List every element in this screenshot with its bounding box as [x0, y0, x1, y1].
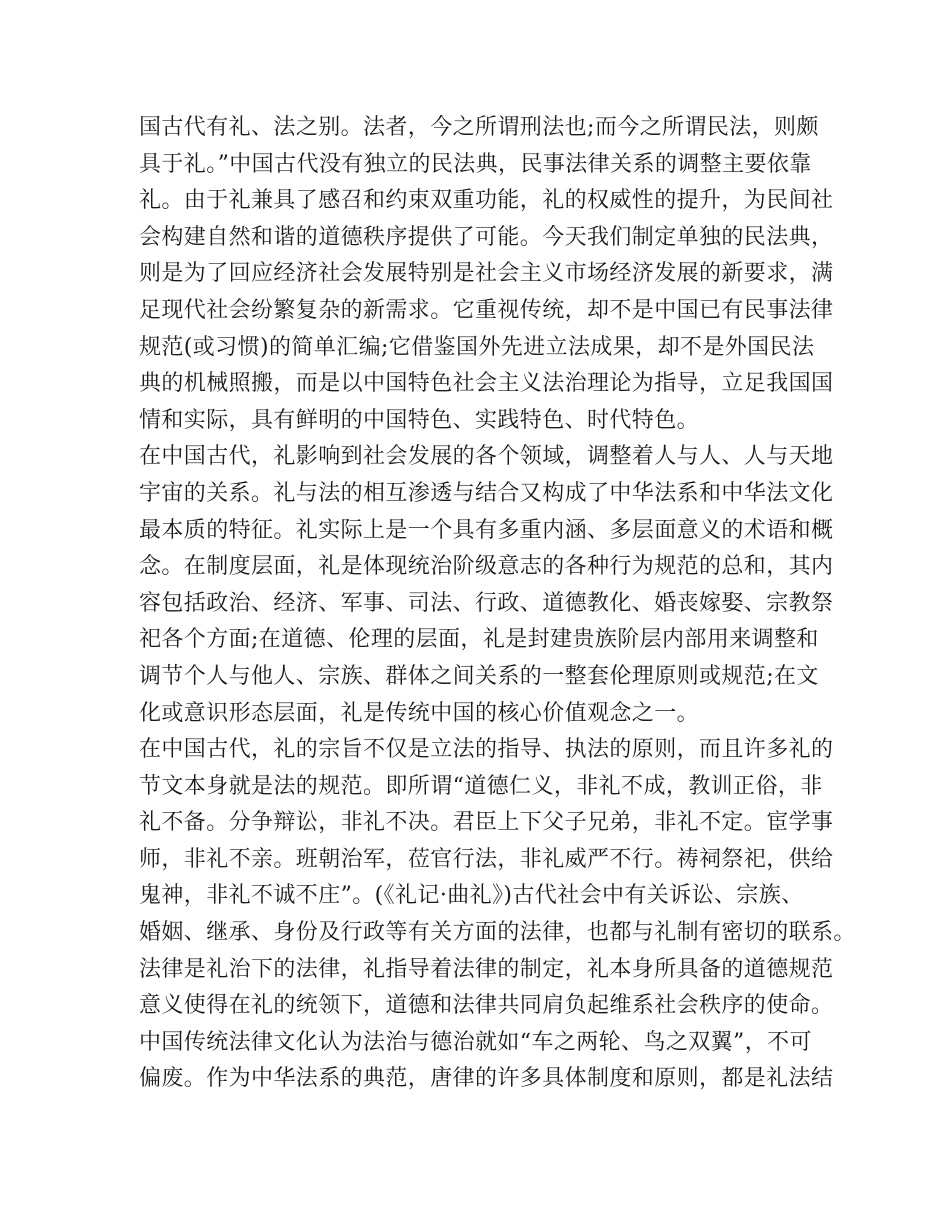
text-line: 典的机械照搬，而是以中国特色社会主义法治理论为指导，立足我国国: [139, 371, 834, 397]
text-line: 足现代社会纷繁复杂的新需求。它重视传统，却不是中国已有民事法律: [139, 297, 834, 323]
text-line: 具于礼。”中国古代没有独立的民法典，民事法律关系的调整主要依靠: [139, 151, 812, 177]
text-line: 调节个人与他人、宗族、群体之间关系的一整套伦理原则或规范;在文: [139, 663, 819, 689]
text-line: 礼。由于礼兼具了感召和约束双重功能，礼的权威性的提升，为民间社: [139, 188, 834, 214]
text-line: 法律是礼治下的法律，礼指导着法律的制定，礼本身所具备的道德规范: [139, 956, 834, 982]
document-body-text: [139, 110, 856, 1098]
text-line: 祀各个方面;在道德、伦理的层面，礼是封建贵族阶层内部用来调整和: [139, 627, 819, 653]
text-line: 在中国古代，礼的宗旨不仅是立法的指导、执法的原则，而且许多礼的: [139, 737, 834, 763]
text-line: 国古代有礼、法之别。法者，今之所谓刑法也;而今之所谓民法，则颇: [139, 115, 819, 140]
text-line: 节文本身就是法的规范。即所谓“道德仁义，非礼不成，教训正俗，非: [139, 773, 823, 799]
text-line: 会构建自然和谐的道德秩序提供了可能。今天我们制定单独的民法典，: [139, 224, 834, 250]
text-line: 婚姻、继承、身份及行政等有关方面的法律，也都与礼制有密切的联系。: [139, 920, 856, 946]
text-line: 最本质的特征。礼实际上是一个具有多重内涵、多层面意义的术语和概: [139, 517, 834, 543]
text-line: 偏废。作为中华法系的典范，唐律的许多具体制度和原则，都是礼法结: [139, 1066, 834, 1092]
text-line: 礼不备。分争辩讼，非礼不决。君臣上下父子兄弟，非礼不定。宦学事: [139, 810, 834, 836]
text-line: 中国传统法律文化认为法治与德治就如“车之两轮、鸟之双翼”，不可: [139, 1029, 812, 1055]
text-line: 师，非礼不亲。班朝治军，莅官行法，非礼威严不行。祷祠祭祀，供给: [139, 846, 834, 872]
text-line: 则是为了回应经济社会发展特别是社会主义市场经济发展的新要求，满: [139, 261, 834, 287]
text-line: 情和实际，具有鲜明的中国特色、实践特色、时代特色。: [139, 407, 700, 433]
text-line: 鬼神，非礼不诚不庄”。(《礼记·曲礼》)古代社会中有关诉讼、宗族、: [139, 883, 804, 909]
text-line: 规范(或习惯)的简单汇编;它借鉴国外先进立法成果，却不是外国民法: [139, 334, 815, 360]
text-line: 化或意识形态层面，礼是传统中国的核心价值观念之一。: [139, 700, 700, 726]
text-line: 在中国古代，礼影响到社会发展的各个领域，调整着人与人、人与天地: [139, 444, 834, 470]
text-line: 意义使得在礼的统领下，道德和法律共同肩负起维系社会秩序的使命。: [139, 993, 834, 1019]
text-line: 容包括政治、经济、军事、司法、行政、道德教化、婚丧嫁娶、宗教祭: [139, 590, 834, 616]
text-line: 念。在制度层面，礼是体现统治阶级意志的各种行为规范的总和，其内: [139, 554, 834, 580]
text-line: 宇宙的关系。礼与法的相互渗透与结合又构成了中华法系和中华法文化: [139, 480, 834, 506]
